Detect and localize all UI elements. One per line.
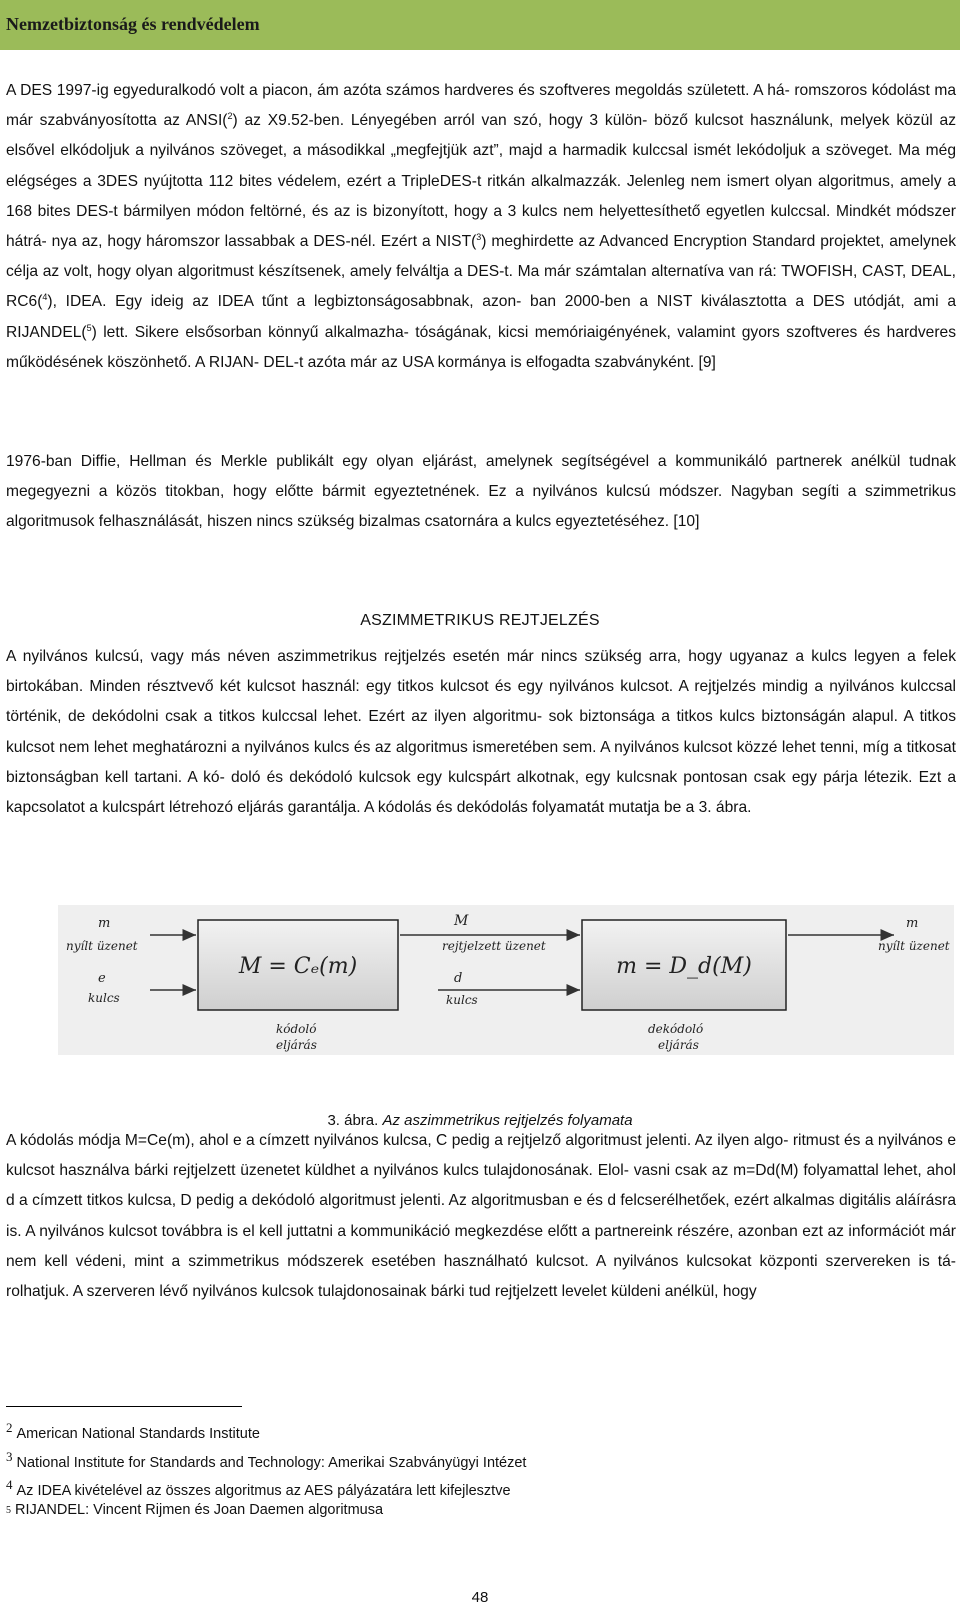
page-number: 48 [471, 1589, 489, 1606]
footnote-text: RIJANDEL: Vincent Rijmen és Joan Daemen algoritmusa [15, 1502, 384, 1518]
fig-label-key-d: kulcs [446, 993, 478, 1007]
text-run: ) lett. Sikere elsősorban könnyű alkalmazha- tóságának, kicsi memóriaigényének, valamint gyors szoftveres és hardveres működésének köszönhető. A RIJAN- DEL-t azóta már az USA kormánya is elfogadta szabványként. [9] [6, 323, 956, 371]
footnote-number: 3 [6, 1449, 13, 1464]
fig-label-key-e: kulcs [88, 991, 120, 1005]
fig-label-M: M [454, 913, 469, 929]
footnote-text: National Institute for Standards and Technology: Amerikai Szabványügyi Intézet [16, 1454, 527, 1471]
footnote-5 [6, 1502, 383, 1518]
footnote-ref: 2 [227, 111, 233, 122]
fig-label-d: d [454, 971, 463, 986]
paragraph-encoding: A kódolás módja M=Ce(m), ahol e a címzett nyilvános kulcsa, C pedig a rejtjelző algoritmust jelenti. Az ilyen algo- ritmust és a nyilvános e kulcsot használva bárki rejtjelzett üzenetet küldhet a nyilvános kulcs tulajdonosának. Elol- vasni csak az m=Dd(M) folyamattal lehet, ahol d a címzett titkos kulcsa, D pedig a dekódoló algoritmust jelenti. Az algoritmusban e és d felcserélhetőek, ezért alkalmas digitális aláírásra is. A nyilvános kulcsot továbbra is el kell juttatni a kommunikáció megkezdése előtt a partnereink részére, azonban ezt az információt már nem kell védeni, mint a szimmetrikus módszerek esetében használható kulcsot. A nyilvános kulcsokat központi szervereken is tá- rolhatjuk. A szerveren lévő nyilvános kulcsok tulajdonosainak bárki tud rejtjelzett levelet küldeni anélkül, hogy [6, 1132, 956, 1301]
fig-label-ciphertext: rejtjelzett üzenet [442, 939, 546, 953]
footnote-text: Az IDEA kivételével az összes algoritmus az AES pályázatára lett kifejlesztve [16, 1482, 511, 1499]
footnote-number: 2 [6, 1420, 13, 1435]
footnote-ref: 4 [42, 292, 48, 303]
figure-3-diagram [58, 905, 954, 1055]
fig-label-decoder: dekódoló [648, 1022, 704, 1036]
footnote-number: 5 [6, 1505, 11, 1516]
fig-label-decoder-proc: eljárás [658, 1038, 699, 1052]
figure-caption-number: 3. ábra. [327, 1112, 379, 1129]
paragraph-asymmetric: A nyilvános kulcsú, vagy más néven aszimmetrikus rejtjelzés esetén már nincs szükség arra, hogy ugyanaz a kulcs legyen a felek birtokában. Minden résztvevő két kulcsot használ: egy titkos kulcsot és egy nyilvános kulcsot. A rejtjelzés mindig a nyilvános kulccsal történik, de dekódolni csak a titkos kulccsal lehet. Ezért az ilyen algoritmu- sok biztonsága a titkos kulcs biztonságán alapul. A titkos kulcsot nem lehet meghatározni a nyilvános kulcs és az algoritmus ismeretében sem. A nyilvános kulcsot közzé lehet tenni, míg a titkosat biztonságban kell tartani. A kó- doló és dekódoló kulcsok egy kulcspárt alkotnak, egy kulcsnak pontosan csak egy párja létezik. Ezt a kapcsolatot a kulcspárt létrehozó eljárás garantálja. A kódolás és dekódolás folyamatát mutatja be a 3. ábra. [6, 648, 956, 817]
fig-label-encoder: kódoló [276, 1022, 317, 1036]
running-header-title: Nemzetbiztonság és rendvédelem [6, 14, 260, 34]
figure-caption-text: Az aszimmetrikus rejtjelzés folyamata [382, 1112, 633, 1129]
decoder-formula: m = D_d(M) [616, 954, 752, 979]
encoder-formula: M = Cₑ(m) [238, 954, 358, 979]
fig-label-e: e [98, 971, 106, 986]
fig-label-plaintext-out: nyílt üzenet [878, 939, 950, 953]
fig-label-encoder-proc: eljárás [276, 1038, 317, 1052]
running-header [0, 0, 960, 50]
footnote-ref: 3 [476, 231, 482, 242]
text-run: ), IDEA. Egy ideig az IDEA tűnt a legbiztonságosabbnak, azon- ban 2000-ben a NIST kiválasztotta a DES utódját, ami a RIJANDEL( [6, 293, 956, 341]
paragraph-des [6, 76, 956, 378]
text-run: ) meghirdette az Advanced Encryption Standard projektet, amelynek célja az volt, hogy olyan algoritmust készítsenek, amely felváltja a DES-t. Ma már számtalan alternatíva van rá: TWOFISH, CAST, DEAL, RC6( [6, 233, 956, 311]
footnote-text: American National Standards Institute [16, 1425, 260, 1442]
footnote-3 [6, 1449, 526, 1471]
fig-label-m-in: m [98, 916, 111, 931]
footnote-2 [6, 1420, 260, 1442]
text-run: A DES 1997-ig egyeduralkodó volt a piacon, ám azóta számos hardveres és szoftveres megoldás született. A há- romszoros kódolást ma már szabványosította az ANSI( [6, 82, 956, 130]
text-run: ) az X9.52-ben. Lényegében arról van szó, hogy 3 külön- böző kulcsot használunk, melyek közül az elsővel elkódoljuk a nyilvános szöveget, a másodikkal „megfejtjük azt”, majd a harmadik kulccsal ismét lekódoljuk a szöveget. Ma még elégséges a 3DES nyújtotta 112 bites védelem, ezért a TripleDES-t ritkán alkalmazzák. Jelenleg nem ismert olyan algoritmus, amely a 168 bites DES-t bármilyen módon feltörné, és az is bizonyított, hogy a 3 kulcs nem helyettesíthető egyetlen kulccsal. Mindkét módszer hátrá- nya az, hogy háromszor lassabbak a DES-nél. Ezért a NIST( [6, 112, 956, 251]
section-heading: ASZIMMETRIKUS REJTJELZÉS [360, 612, 600, 629]
fig-label-m-out: m [906, 916, 919, 931]
fig-label-plaintext-in: nyílt üzenet [66, 939, 138, 953]
footnote-number: 4 [6, 1477, 13, 1492]
footnote-4 [6, 1477, 511, 1499]
paragraph-diffie-hellman: 1976-ban Diffie, Hellman és Merkle publikált egy olyan eljárást, amelynek segítségével a kommunikáló partnerek anélkül tudnak megegyezni a közös titokban, hogy előtte bármit egyeztetnének. Ez a nyilvános kulcsú módszer. Nagyban segíti a szimmetrikus algoritmusok felhasználását, hiszen nincs szükség bizalmas csatornára a kulcs egyeztetéséhez. [10] [6, 453, 956, 531]
footnote-separator [6, 1406, 242, 1407]
footnote-ref: 5 [86, 322, 92, 333]
